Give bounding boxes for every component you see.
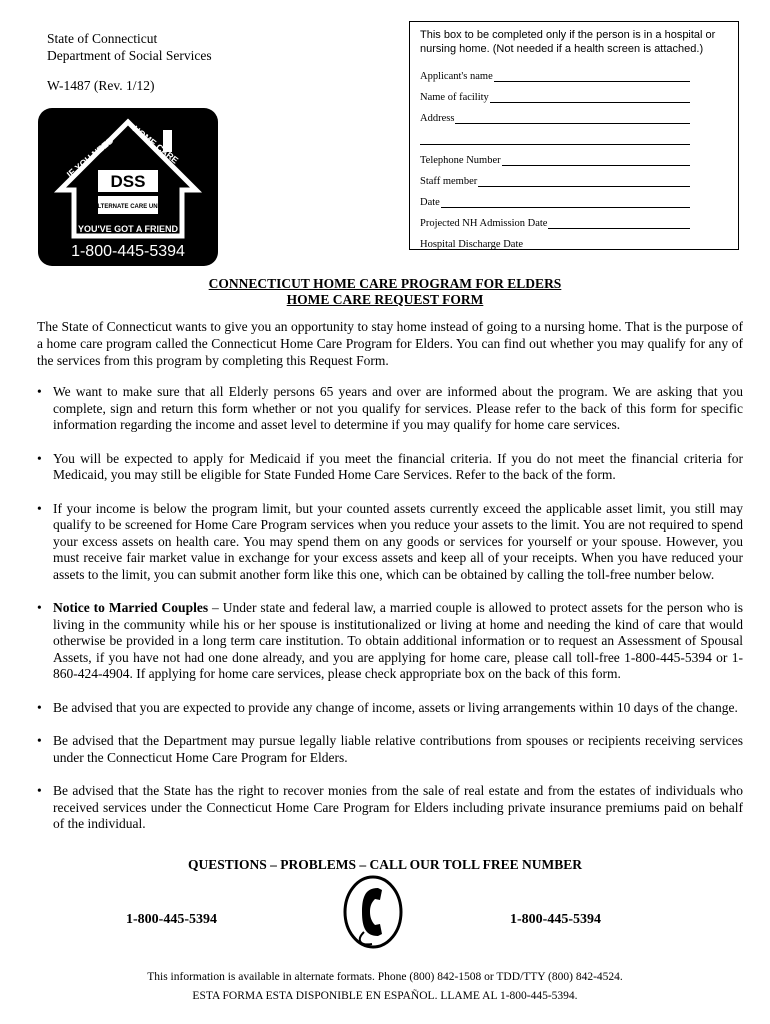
bullet-married-couples xyxy=(37,600,743,683)
toll-free-number-right: 1-800-445-5394 xyxy=(510,912,601,927)
date-line[interactable] xyxy=(441,197,690,208)
telephone-line[interactable] xyxy=(502,155,690,166)
bullet-relative-contributions-text: Be advised that the Department may pursue legally liable relative contributions from spouses or recipients receiving services under the Connecticut Home Care Program for Elders. xyxy=(53,733,743,765)
bullet-medicaid xyxy=(37,451,743,484)
toll-free-number-left: 1-800-445-5394 xyxy=(126,912,217,927)
logo-arc-left: IF YOU NEED xyxy=(64,135,116,180)
bullet-dot-icon: • xyxy=(37,733,42,748)
bullet-dot-icon: • xyxy=(37,450,42,466)
address-field-2[interactable] xyxy=(420,124,738,145)
staff-member-label: Staff member xyxy=(420,176,478,187)
hospital-box xyxy=(409,21,739,250)
bullet-change-notice-text: Be advised that you are expected to provide any change of income, assets or living arrangements within 10 days of the change. xyxy=(53,699,738,715)
applicant-name-line[interactable] xyxy=(494,71,690,82)
bullet-dot-icon: • xyxy=(37,600,42,615)
facility-name-line[interactable] xyxy=(490,92,690,103)
facility-name-field[interactable] xyxy=(420,82,738,103)
discharge-date-label: Hospital Discharge Date xyxy=(420,239,524,250)
agency-header xyxy=(47,30,212,64)
program-title: CONNECTICUT HOME CARE PROGRAM FOR ELDERS xyxy=(208,276,562,291)
bullet-change-notice xyxy=(37,700,743,717)
staff-member-line[interactable] xyxy=(478,176,690,187)
logo-phone: 1-800-445-5394 xyxy=(71,243,185,260)
bullet-assets xyxy=(37,501,743,584)
bullet-assets-text: If your income is below the program limit, but your counted assets currently exceed the applicable asset limit, you still may qualify to be screened for Home Care Program services when you reduce your assets to the limit. You are not required to spend your excess assets on health care. You may spend them on any goods or services for yourself or your spouse. However, you must receive fair market value in exchange for your excess assets and keep all of your receipts. When you have reduced your assets to the limit, you can submit another form like this one, which can be obtained by calling the toll-free number below. xyxy=(53,500,743,582)
discharge-date-field[interactable] xyxy=(420,229,738,250)
info-bullets xyxy=(37,384,743,833)
bullet-dot-icon: • xyxy=(37,699,42,715)
department-name: Department of Social Services xyxy=(47,48,212,63)
nh-admission-date-line[interactable] xyxy=(548,218,690,229)
logo-slogan: YOU'VE GOT A FRIEND xyxy=(78,224,178,234)
bullet-medicaid-text: You will be expected to apply for Medicaid if you meet the financial criteria. If you do not meet the financial criteria for Medicaid, you may still be eligible for State Funded Home Care Services. Refer to the back of the form. xyxy=(53,450,743,482)
form-title xyxy=(0,276,770,308)
bullet-married-couples-text: – Under state and federal law, a married couple is allowed to protect assets for the person who is living in the community while his or her spouse is institutionalized or living at home and needing the kind of care that would otherwise be provided in a long term care institution. To obtain additional information or to request an Assessment of Spousal Assets, if you have not had one done already, and you are applying for home care, please call toll-free 1-800-445-5394 or 1-860-424-4904. If applying for home care services, please check appropriate box on the back of this form. xyxy=(53,600,743,681)
alternate-formats-note: This information is available in alternate formats. Phone (800) 842-1508 or TDD/TTY (800) 842-4524. xyxy=(147,971,623,983)
bullet-relative-contributions xyxy=(37,733,743,766)
telephone-label: Telephone Number xyxy=(420,155,501,166)
questions-heading: QUESTIONS – PROBLEMS – CALL OUR TOLL FREE NUMBER xyxy=(187,857,583,872)
address-line[interactable] xyxy=(455,113,690,124)
intro-paragraph: The State of Connecticut wants to give you an opportunity to stay home instead of going to a nursing home. That is the purpose of a home care program called the Connecticut Home Care Program for Elders. You can find out whether you may qualify for any of the services from this program by completing this Request Form. xyxy=(37,319,743,368)
nh-admission-date-field[interactable] xyxy=(420,208,738,229)
logo-arc-right: HOME CARE xyxy=(130,123,181,166)
applicant-name-field[interactable] xyxy=(420,61,738,82)
spanish-availability-note: ESTA FORMA ESTA DISPONIBLE EN ESPAÑOL. LLAME AL 1-800-445-5394. xyxy=(192,990,578,1002)
bullet-estate-recovery xyxy=(37,783,743,833)
bullet-dot-icon: • xyxy=(37,783,42,798)
address-field[interactable] xyxy=(420,103,738,124)
date-field[interactable] xyxy=(420,187,738,208)
bullet-informed xyxy=(37,384,743,434)
nh-admission-date-label: Projected NH Admission Date xyxy=(420,218,548,229)
bullet-married-couples-heading: Notice to Married Couples xyxy=(53,600,209,615)
staff-member-field[interactable] xyxy=(420,166,738,187)
logo-unit: ALTERNATE CARE UNIT xyxy=(93,204,163,210)
hospital-box-fields xyxy=(420,61,738,250)
facility-name-label: Name of facility xyxy=(420,92,489,103)
bullet-dot-icon: • xyxy=(37,500,42,516)
address-label: Address xyxy=(420,113,455,124)
address-line-2[interactable] xyxy=(420,134,690,145)
logo-dss: DSS xyxy=(110,172,146,191)
telephone-icon xyxy=(342,874,404,950)
bullet-estate-recovery-text: Be advised that the State has the right to recover monies from the sale of real estate and from the estates of individuals who received services under the Connecticut Home Care Program for Elders including private insurance premiums paid on behalf of the individual. xyxy=(53,783,743,831)
bullet-informed-text: We want to make sure that all Elderly persons 65 years and over are informed about the program. We are asking that you complete, sign and return this form whether or not you qualify for services. Please refer to the back of this form for specific information regarding the income and asset level to determine if you may qualify for home care services. xyxy=(53,384,743,432)
discharge-date-line[interactable] xyxy=(524,239,690,250)
request-form-title: HOME CARE REQUEST FORM xyxy=(286,292,484,307)
state-name: State of Connecticut xyxy=(47,31,158,46)
form-number: W-1487 (Rev. 1/12) xyxy=(47,78,155,93)
date-label: Date xyxy=(420,197,440,208)
applicant-name-label: Applicant's name xyxy=(420,71,493,82)
bullet-dot-icon: • xyxy=(37,384,42,399)
hospital-box-note: This box to be completed only if the person is in a hospital or nursing home. (Not needed if a health screen is attached.) xyxy=(420,29,716,55)
dss-logo xyxy=(38,108,218,266)
telephone-field[interactable] xyxy=(420,145,738,166)
